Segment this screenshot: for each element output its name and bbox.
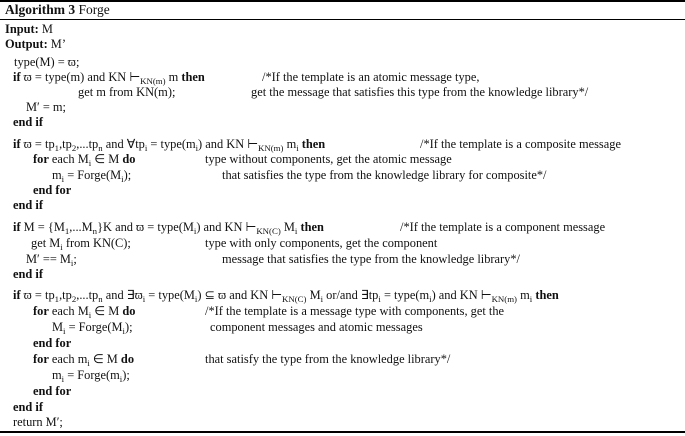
code-line	[0, 70, 685, 85]
code-line	[0, 400, 685, 415]
inline-comment: that satisfies the type from the knowledge library for composite*/	[222, 168, 547, 182]
code-text: end for	[33, 336, 72, 350]
code-line	[0, 252, 685, 267]
code-line	[0, 368, 685, 383]
code-text: end if	[13, 267, 43, 281]
code-text: return M′;	[13, 415, 63, 429]
inline-comment: /*If the template is a composite message	[420, 137, 621, 151]
code-text: for each $M_i$ ∈ M do	[33, 152, 136, 168]
code-text: $M' == M_i$;	[26, 252, 77, 268]
code-line	[0, 267, 685, 282]
algorithm-title: Forge	[75, 2, 110, 17]
code-line	[0, 198, 685, 213]
inline-comment: that satisfy the type from the knowledge library*/	[205, 352, 451, 366]
code-line	[0, 183, 685, 198]
bottom-rule	[0, 431, 685, 433]
code-text: Input: M	[5, 22, 53, 36]
code-line	[0, 336, 685, 351]
code-text: if $ϖ = tp_1,tp_2,...tp_n$ and $\forall tp_i$ = $type(m_i)$ and KN $⊢_{KN(m)}$ $m_i$ then	[13, 137, 326, 153]
inline-comment: /*If the template is a message type with components, get the	[205, 304, 505, 318]
code-text: for each $m_i$ ∈ M do	[33, 352, 135, 368]
inline-comment: type with only components, get the component	[205, 236, 438, 250]
code-line	[0, 168, 685, 183]
code-line	[0, 152, 685, 167]
code-text: end if	[13, 115, 43, 129]
code-line	[0, 37, 685, 52]
code-text: end if	[13, 400, 43, 414]
code-text: $m_i$ = $Forge(m_i)$;	[52, 368, 130, 384]
code-text: $M_i$ = $Forge(M_i)$;	[52, 320, 133, 336]
code-text: type(M) = ϖ;	[14, 55, 80, 69]
code-text: Output: M’	[5, 37, 66, 51]
code-text: M′ = m;	[26, 100, 66, 114]
inline-comment: get the message that satisfies this type from the knowledge library*/	[251, 85, 589, 99]
code-text: if $ϖ = tp_1,tp_2,...tp_n$ and $\exists ϖ_i$ = $type(M_i)$ ⊆ ϖ and KN $⊢_{KN(C)}$ $M_i$ or/and $\exists tp_i$ = $type(m_i)$ and KN $⊢_{KN(m)}$ $m_i$ then	[13, 288, 559, 304]
code-line	[0, 220, 685, 235]
code-line	[0, 85, 685, 100]
inline-comment: /*If the template is a component message	[400, 220, 606, 234]
code-text: get $M_i$ from KN(C);	[31, 236, 131, 252]
code-text: if ϖ = type(m) and KN $⊢_{KN(m)}$ m then	[13, 70, 205, 86]
code-line	[0, 384, 685, 399]
code-text: if $M = \{M_1,...M_n\}K$ and $ϖ = type(M_i)$ and KN $⊢_{KN(C)}$ $M_i$ then	[13, 220, 324, 236]
inline-comment: type without components, get the atomic message	[205, 152, 452, 166]
inline-comment: component messages and atomic messages	[210, 320, 423, 334]
code-line	[0, 352, 685, 367]
algorithm-number-label: Algorithm 3	[5, 2, 76, 17]
code-line	[0, 320, 685, 335]
code-line	[0, 415, 685, 430]
code-text: $m_i$ = $Forge(M_i)$;	[52, 168, 132, 184]
code-line	[0, 100, 685, 115]
code-line	[0, 137, 685, 152]
inline-comment: message that satisfies the type from the knowledge library*/	[222, 252, 520, 266]
code-text: get m from KN(m);	[78, 85, 176, 99]
code-line	[0, 236, 685, 251]
code-line	[0, 115, 685, 130]
code-text: end if	[13, 198, 43, 212]
code-text: for each $M_i$ ∈ M do	[33, 304, 136, 320]
code-line	[0, 304, 685, 319]
code-line	[0, 288, 685, 303]
code-text: end for	[33, 183, 72, 197]
code-text: end for	[33, 384, 72, 398]
code-line	[0, 55, 685, 70]
code-line	[0, 22, 685, 37]
inline-comment: /*If the template is an atomic message type,	[262, 70, 480, 84]
